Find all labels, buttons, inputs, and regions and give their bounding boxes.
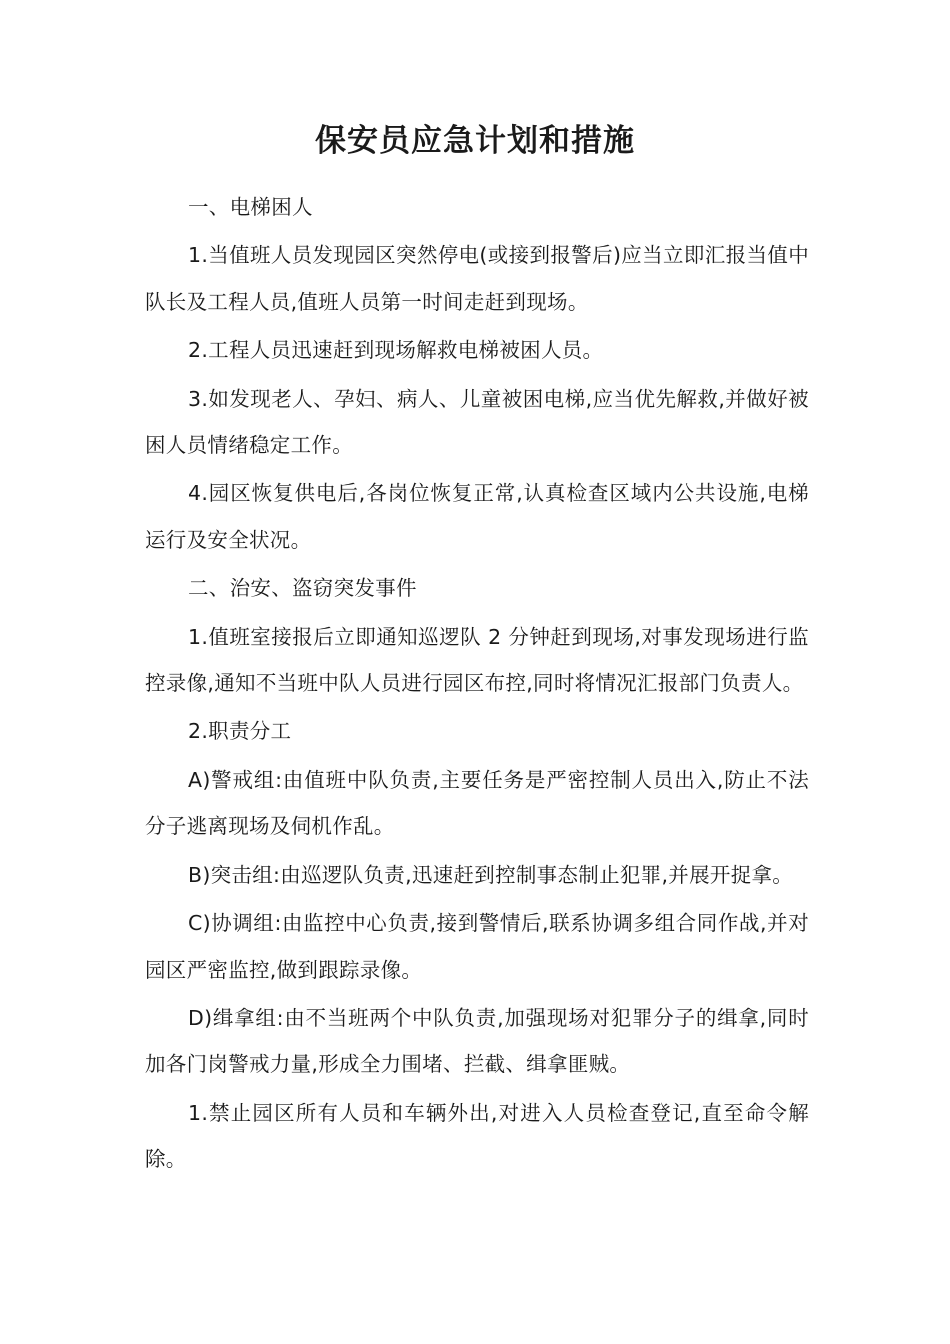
section-heading-elevator: 一、电梯困人 — [188, 195, 313, 219]
paragraph: 1.禁止园区所有人员和车辆外出,对进入人员检查登记,直至命令解除。 — [145, 1100, 809, 1172]
section-heading-security: 二、治安、盗窃突发事件 — [188, 576, 417, 601]
document-body — [145, 184, 809, 1185]
paragraph: C)协调组:由监控中心负责,接到警情后,联系协调多组合同作战,并对园区严密监控,做到跟踪录像。 — [145, 911, 809, 982]
document-title: 保安员应急计划和措施 — [315, 123, 635, 159]
paragraph: 2.职责分工 — [188, 719, 292, 744]
paragraph: 2.工程人员迅速赶到现场解救电梯被困人员。 — [188, 338, 604, 363]
paragraph: 3.如发现老人、孕妇、病人、儿童被困电梯,应当优先解救,并做好被困人员情绪稳定工作。 — [145, 386, 809, 458]
paragraph: A)警戒组:由值班中队负责,主要任务是严密控制人员出入,防止不法分子逃离现场及伺机作乱。 — [145, 767, 809, 839]
paragraph: 1.值班室接报后立即通知巡逻队 2 分钟赶到现场,对事发现场进行监控录像,通知不当班中队人员进行园区布控,同时将情况汇报部门负责人。 — [145, 624, 809, 696]
paragraph: D)缉拿组:由不当班两个中队负责,加强现场对犯罪分子的缉拿,同时加各门岗警戒力量,形成全力围堵、拦截、缉拿匪贼。 — [145, 1005, 809, 1077]
paragraph: 1.当值班人员发现园区突然停电(或接到报警后)应当立即汇报当值中队长及工程人员,值班人员第一时间走赶到现场。 — [145, 243, 809, 314]
paragraph: 4.园区恢复供电后,各岗位恢复正常,认真检查区域内公共设施,电梯运行及安全状况。 — [145, 481, 809, 552]
paragraph: B)突击组:由巡逻队负责,迅速赶到控制事态制止犯罪,并展开捉拿。 — [188, 862, 794, 887]
